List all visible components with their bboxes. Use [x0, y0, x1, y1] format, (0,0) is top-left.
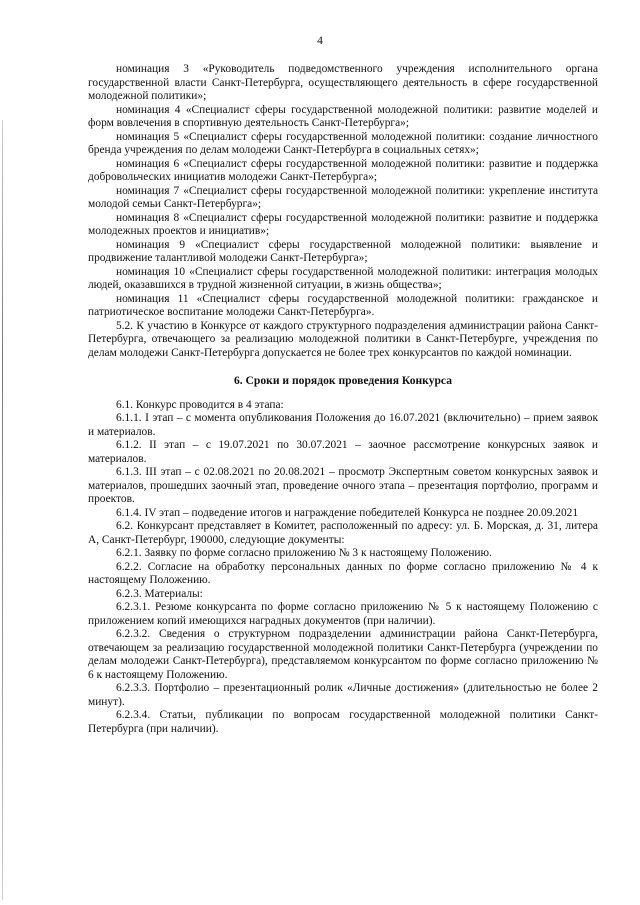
clause-6-2-3-3-paragraph: 6.2.3.3. Портфолио – презентационный ролик «Личные достижения» (длительностью не более 2 минут).	[88, 682, 598, 708]
clause-6-1-2-paragraph: 6.1.2. II этап – с 19.07.2021 по 30.07.2021 – заочное рассмотрение конкурсных заявок и материалов.	[88, 439, 598, 465]
clause-6-2-1-paragraph: 6.2.1. Заявку по форме согласно приложению № 3 к настоящему Положению.	[116, 547, 492, 559]
nomination-11-paragraph: номинация 11 «Специалист сферы государственной молодежной политики: гражданское и патриотическое воспитание молодежи Санкт-Петербурга».	[88, 292, 598, 318]
clause-6-2-3-paragraph: 6.2.3. Материалы:	[116, 587, 203, 600]
clause-6-2-3-2-paragraph: 6.2.3.2. Сведения о структурном подразделении администрации района Санкт-Петербурга, отвечающем за реализацию государственной молодежной политики Санкт-Петербурга (учреждении по делам молодежи Санкт-Петербурга), представляемом конкурсантом по форме согласно приложению № 6 к настоящему Положению.	[88, 628, 598, 681]
clause-6-1-3-paragraph: 6.1.3. III этап – с 02.08.2021 по 20.08.2021 – просмотр Экспертным советом конкурсных заявок и материалов, прошедших заочный этап, проведение очного этапа – презентация портфолио, программ и проектов.	[88, 466, 598, 505]
clause-6-2-3-4-paragraph: 6.2.3.4. Статьи, публикации по вопросам государственной молодежной политики Санкт-Петербурга (при наличии).	[88, 709, 598, 735]
clause-6-2-3-1-paragraph: 6.2.3.1. Резюме конкурсанта по форме согласно приложению № 5 к настоящему Положению с приложением копий имеющихся наградных документов (при наличии).	[88, 601, 598, 627]
nomination-3-paragraph: номинация 3 «Руководитель подведомственного учреждения исполнительного органа государственной власти Санкт-Петербурга, осуществляющего деятельность в сфере государственной молодежной политики»;	[88, 63, 598, 102]
clause-6-1-4-paragraph: 6.1.4. IV этап – подведение итогов и награждение победителей Конкурса не позднее 20.09.2021	[116, 506, 579, 519]
nomination-6-paragraph: номинация 6 «Специалист сферы государственной молодежной политики: развитие и поддержка добровольческих инициатив молодежи Санкт-Петербурга»;	[88, 157, 598, 183]
nomination-9-paragraph: номинация 9 «Специалист сферы государственной молодежной политики: выявление и продвижение талантливой молодежи Санкт-Петербурга»;	[88, 238, 598, 264]
clause-6-2-2-paragraph: 6.2.2. Согласие на обработку персональных данных по форме согласно приложению № 4 к настоящему Положению.	[88, 560, 598, 586]
scan-edge-line	[2, 120, 3, 900]
clause-6-1-1-paragraph: 6.1.1. I этап – с момента опубликования Положения до 16.07.2021 (включительно) – прием заявок и материалов.	[88, 412, 598, 438]
section-6-heading: 6. Сроки и порядок проведения Конкурса	[233, 374, 453, 387]
nomination-7-paragraph: номинация 7 «Специалист сферы государственной молодежной политики: укрепление института молодой семьи Санкт-Петербурга»;	[88, 184, 598, 210]
nomination-5-paragraph: номинация 5 «Специалист сферы государственной молодежной политики: создание личностного бренда учреждения по делам молодежи Санкт-Петербурга в социальных сетях»;	[88, 130, 598, 156]
nomination-10-paragraph: номинация 10 «Специалист сферы государственной молодежной политики: интеграция молодых людей, оказавшихся в трудной жизненной ситуации, в жизнь общества»;	[88, 265, 598, 291]
nomination-4-paragraph: номинация 4 «Специалист сферы государственной молодежной политики: развитие моделей и форм вовлечения в спортивную деятельность Санкт-Петербурга»;	[88, 103, 598, 129]
page-number: 4	[317, 35, 323, 47]
clause-6-1-paragraph: 6.1. Конкурс проводится в 4 этапа:	[116, 398, 284, 411]
document-body	[88, 63, 598, 736]
clause-6-2-paragraph: 6.2. Конкурсант представляет в Комитет, расположенный по адресу: ул. Б. Морская, д. 31, литера А, Санкт-Петербург, 190000, следующие документы:	[88, 520, 598, 546]
clause-5-2-paragraph: 5.2. К участию в Конкурсе от каждого структурного подразделения администрации района Санкт-Петербурга, отвечающего за реализацию молодежной политики в Санкт-Петербурге, учреждения по делам молодежи Санкт-Петербурга допускается не более трех конкурсантов по каждой номинации.	[88, 319, 598, 359]
nomination-8-paragraph: номинация 8 «Специалист сферы государственной молодежной политики: развитие и поддержка молодежных проектов и инициатив»;	[88, 211, 598, 237]
